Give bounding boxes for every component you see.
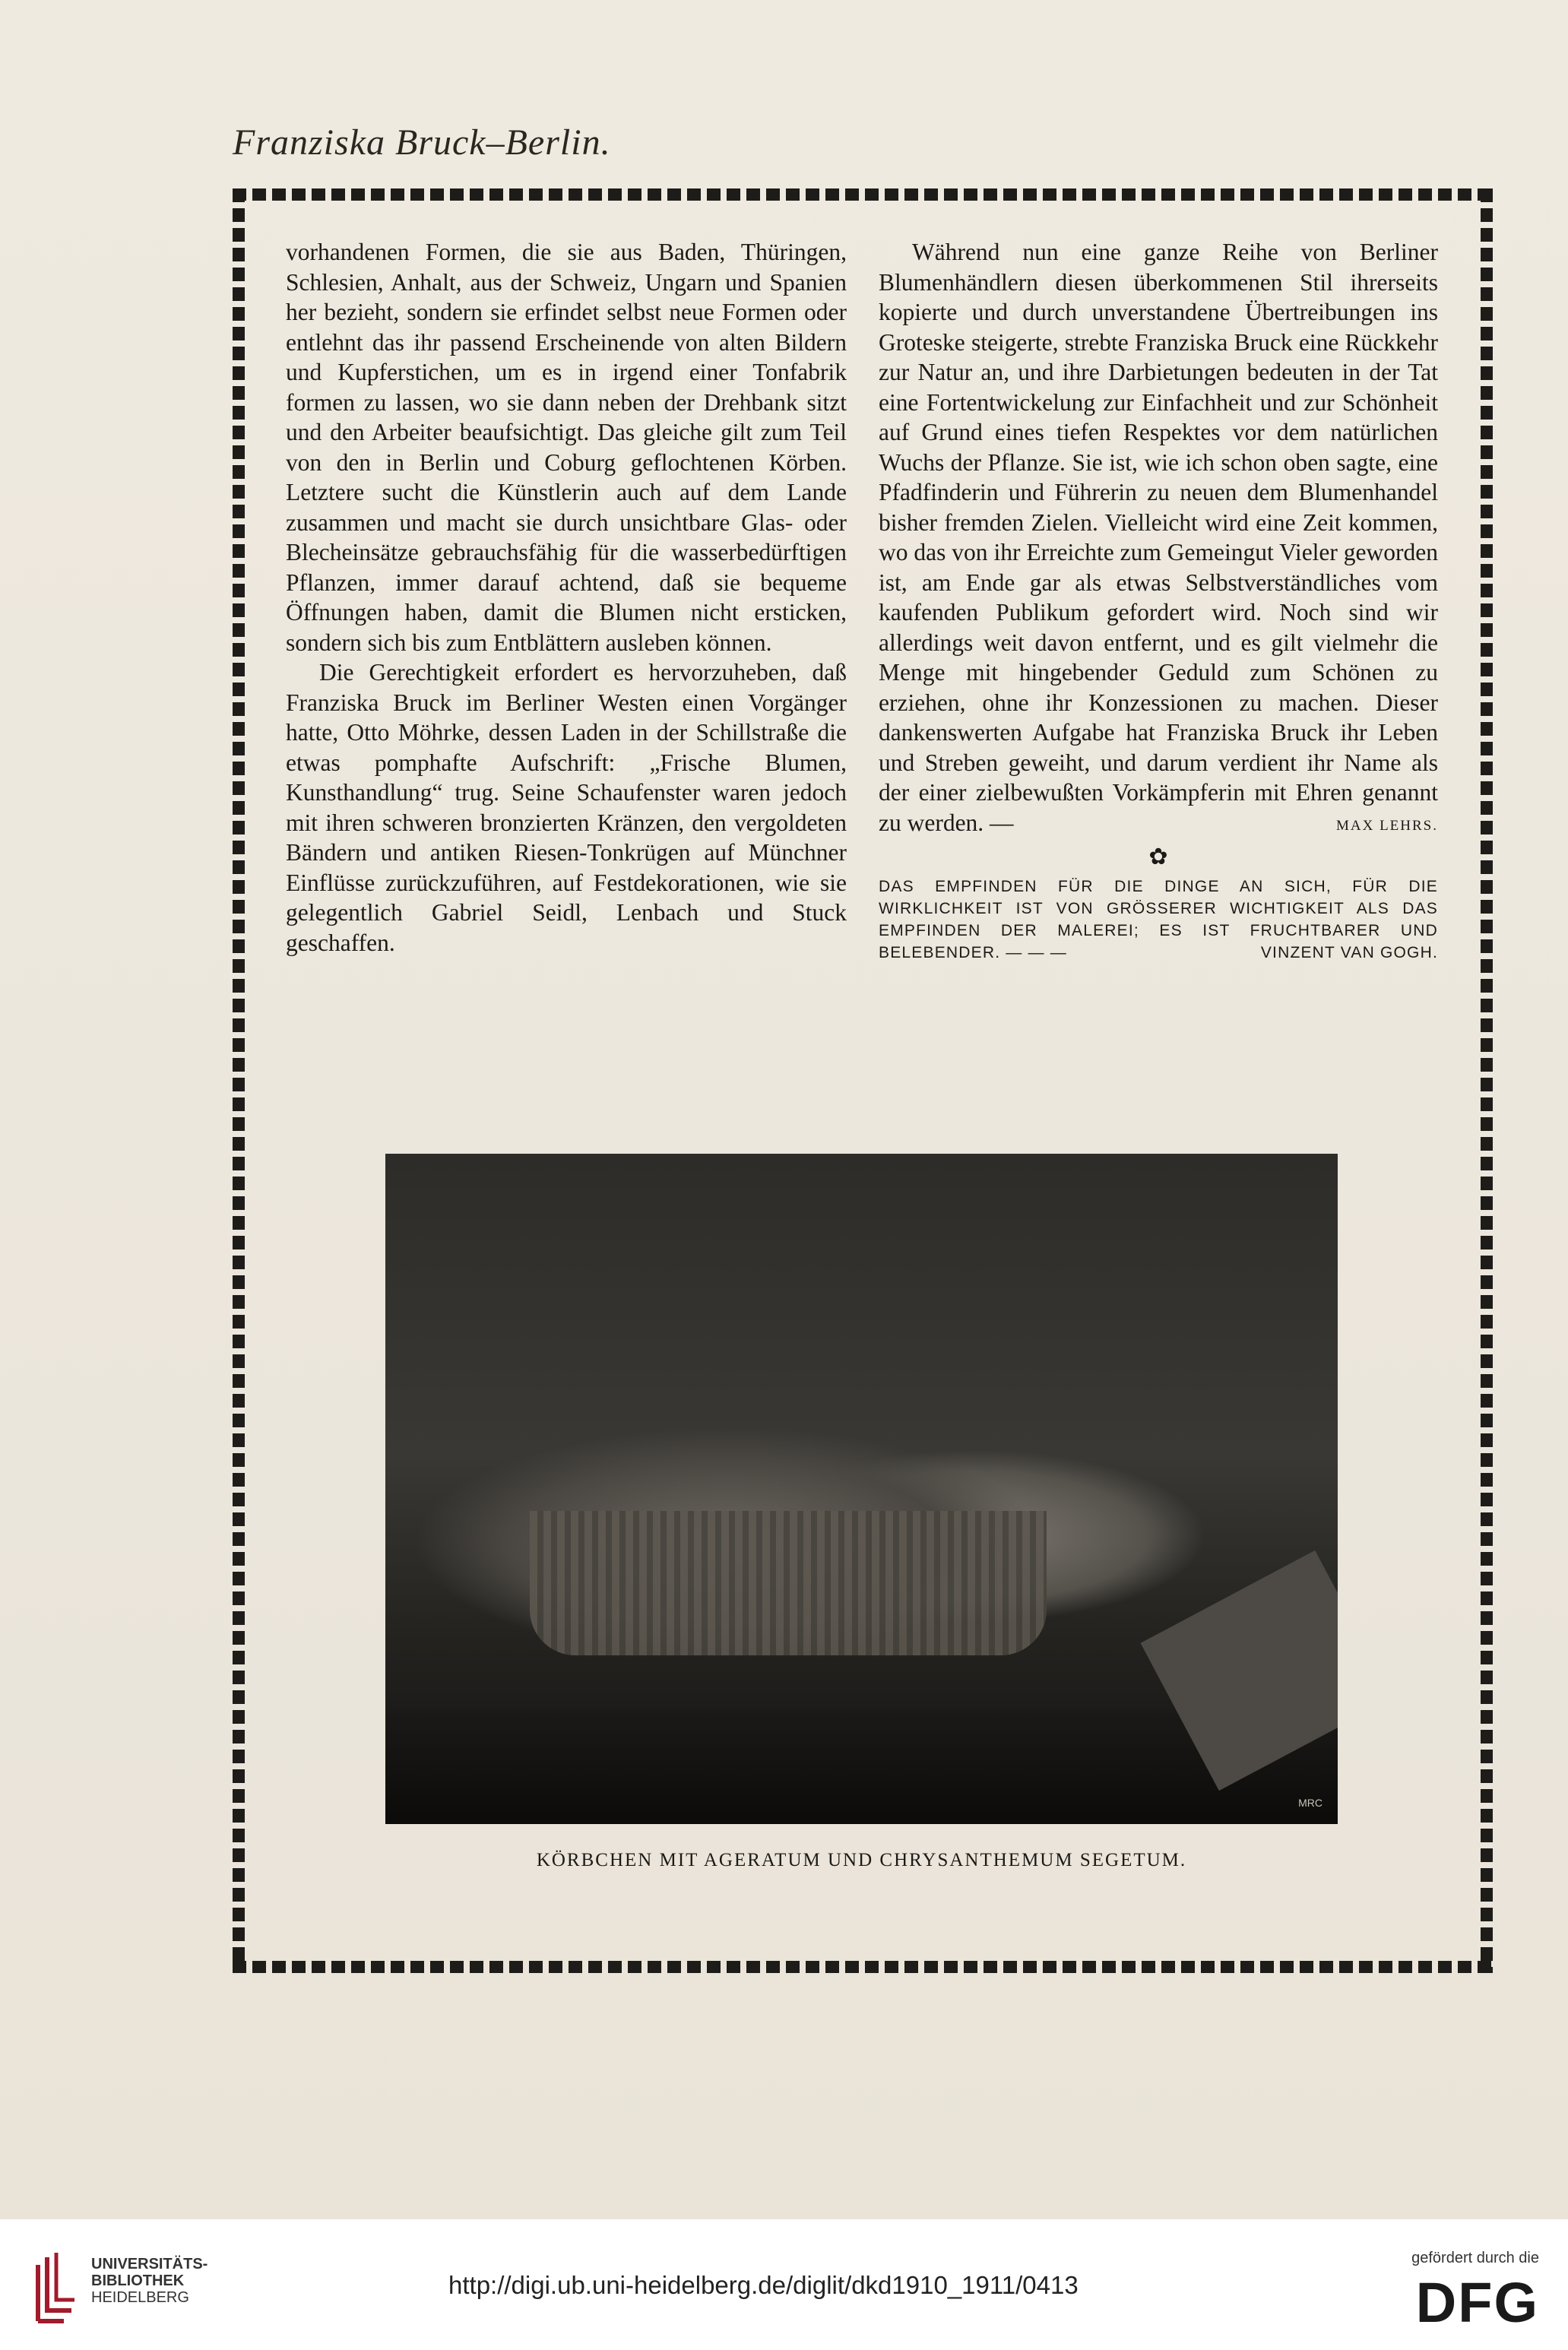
left-text-column <box>286 237 847 958</box>
left-paragraph-1: vorhandenen Formen, die sie aus Baden, Thüringen, Schlesien, Anhalt, aus der Schweiz, Ungarn und Spanien her bezieht, sondern sie erfindet selbst neue Formen oder entlehnt das ihr passend Erscheinende von alten Bildern und Kupferstichen, um es in irgend einer Tonfabrik formen zu lassen, wo sie dann neben der Drehbank sitzt und den Arbeiter beaufsichtigt. Das gleiche gilt zum Teil von den in Berlin und Coburg geflochtenen Körben. Letztere sucht die Künstlerin auch auf dem Lande zusammen und macht sie durch unsichtbare Glas- oder Blecheinsätze gebrauchsfähig für die wasserbedürftigen Pflanzen, immer darauf achtend, daß sie bequeme Öffnungen haben, damit die Blumen nicht ersticken, sondern sich bis zum Entblättern ausleben können. <box>286 239 847 656</box>
library-line-2: BIBLIOTHEK <box>91 2272 185 2289</box>
frame-bottom <box>233 1961 1493 1973</box>
library-line-1: UNIVERSITÄTS- <box>91 2256 208 2272</box>
library-name <box>91 2256 207 2306</box>
basket-shape <box>530 1511 1047 1655</box>
right-text-column <box>879 237 1438 964</box>
right-paragraph <box>879 237 1438 838</box>
university-library-logo-icon <box>33 2250 76 2326</box>
frame-top <box>233 188 1493 201</box>
permalink-url[interactable]: http://digi.ub.uni-heidelberg.de/diglit/dkd1910_1911/0413 <box>448 2271 1079 2299</box>
right-paragraph-text: Während nun eine ganze Reihe von Berliner Blumenhändlern diesen überkommenen Stil ihrerseits kopierte und durch unverstandene Übertreibungen ins Groteske steigerte, strebte Franziska Bruck eine Rückkehr zur Natur an, und ihre Darbietungen bedeuten in der Tat eine Fortentwickelung zur Einfachheit und zur Schönheit auf Grund eines tiefen Respektes vor dem natürlichen Wuchs der Pflanze. Sie ist, wie ich schon oben sagte, eine Pfadfinderin und Führerin zu neuen dem Blumenhandel bisher fremden Zielen. Vielleicht wird eine Zeit kommen, wo das von ihr Erreichte zum Gemeingut Vieler geworden ist, am Ende gar als etwas Selbstverständliches vom kaufenden Publikum gefordert wird. Noch sind wir allerdings weit davon entfernt, und es gilt vielmehr die Menge mit hingebender Geduld zum Schönen zu erziehen, ohne ihr Konzessionen zu machen. Dieser dankenswerten Aufgabe hat Franziska Bruck ihr Leben und Streben geweiht, und darum verdient ihr Name als der einer zielbewußten Vorkämpferin mit Ehren genannt zu werden. — <box>879 239 1438 836</box>
photo-monogram: MRC <box>1298 1797 1323 1809</box>
photo-caption: KÖRBCHEN MIT AGERATUM UND CHRYSANTHEMUM SEGETUM. <box>536 1850 1187 1870</box>
quote-author: VINZENT VAN GOGH. <box>1260 944 1438 961</box>
running-head: Franziska Bruck–Berlin. <box>233 122 611 163</box>
flower-ornament-icon: ✿ <box>1148 844 1168 869</box>
funding-note: gefördert durch die <box>1411 2250 1539 2266</box>
library-line-3: HEIDELBERG <box>91 2289 189 2306</box>
left-paragraph-2: Die Gerechtigkeit erfordert es hervorzuheben, daß Franziska Bruck im Berliner Westen einen Vorgänger hatte, Otto Möhrke, dessen Laden in der Schillstraße die etwas pomphafte Aufschrift: „Frische Blumen, Kunsthandlung“ trug. Seine Schaufenster waren jedoch mit ihren schweren bronzierten Kränzen, den vergoldeten Bändern und antiken Riesen-Tonkrügen auf Münchner Einflüsse zurückzuführen, auf Festdekorationen, wie sie gelegentlich Gabriel Seidl, Lenbach und Stuck geschaffen. <box>286 659 847 956</box>
quote-text: DAS EMPFINDEN FÜR DIE DINGE AN SICH, FÜR DIE WIRKLICHKEIT IST VON GRÖSSERER WICHTIGKEIT ALS DAS EMPFINDEN DER MALEREI; ES IST FRUCHTBARER UND BELEBENDER. — — — <box>879 878 1438 961</box>
frame-left <box>233 188 245 1973</box>
digitization-footer <box>0 2219 1568 2350</box>
van-gogh-quote <box>879 876 1438 964</box>
basket-photograph <box>385 1154 1338 1824</box>
frame-right <box>1481 188 1493 1973</box>
signature: MAX LEHRS. <box>1335 818 1438 834</box>
dfg-logo: DFG <box>1415 2271 1539 2334</box>
